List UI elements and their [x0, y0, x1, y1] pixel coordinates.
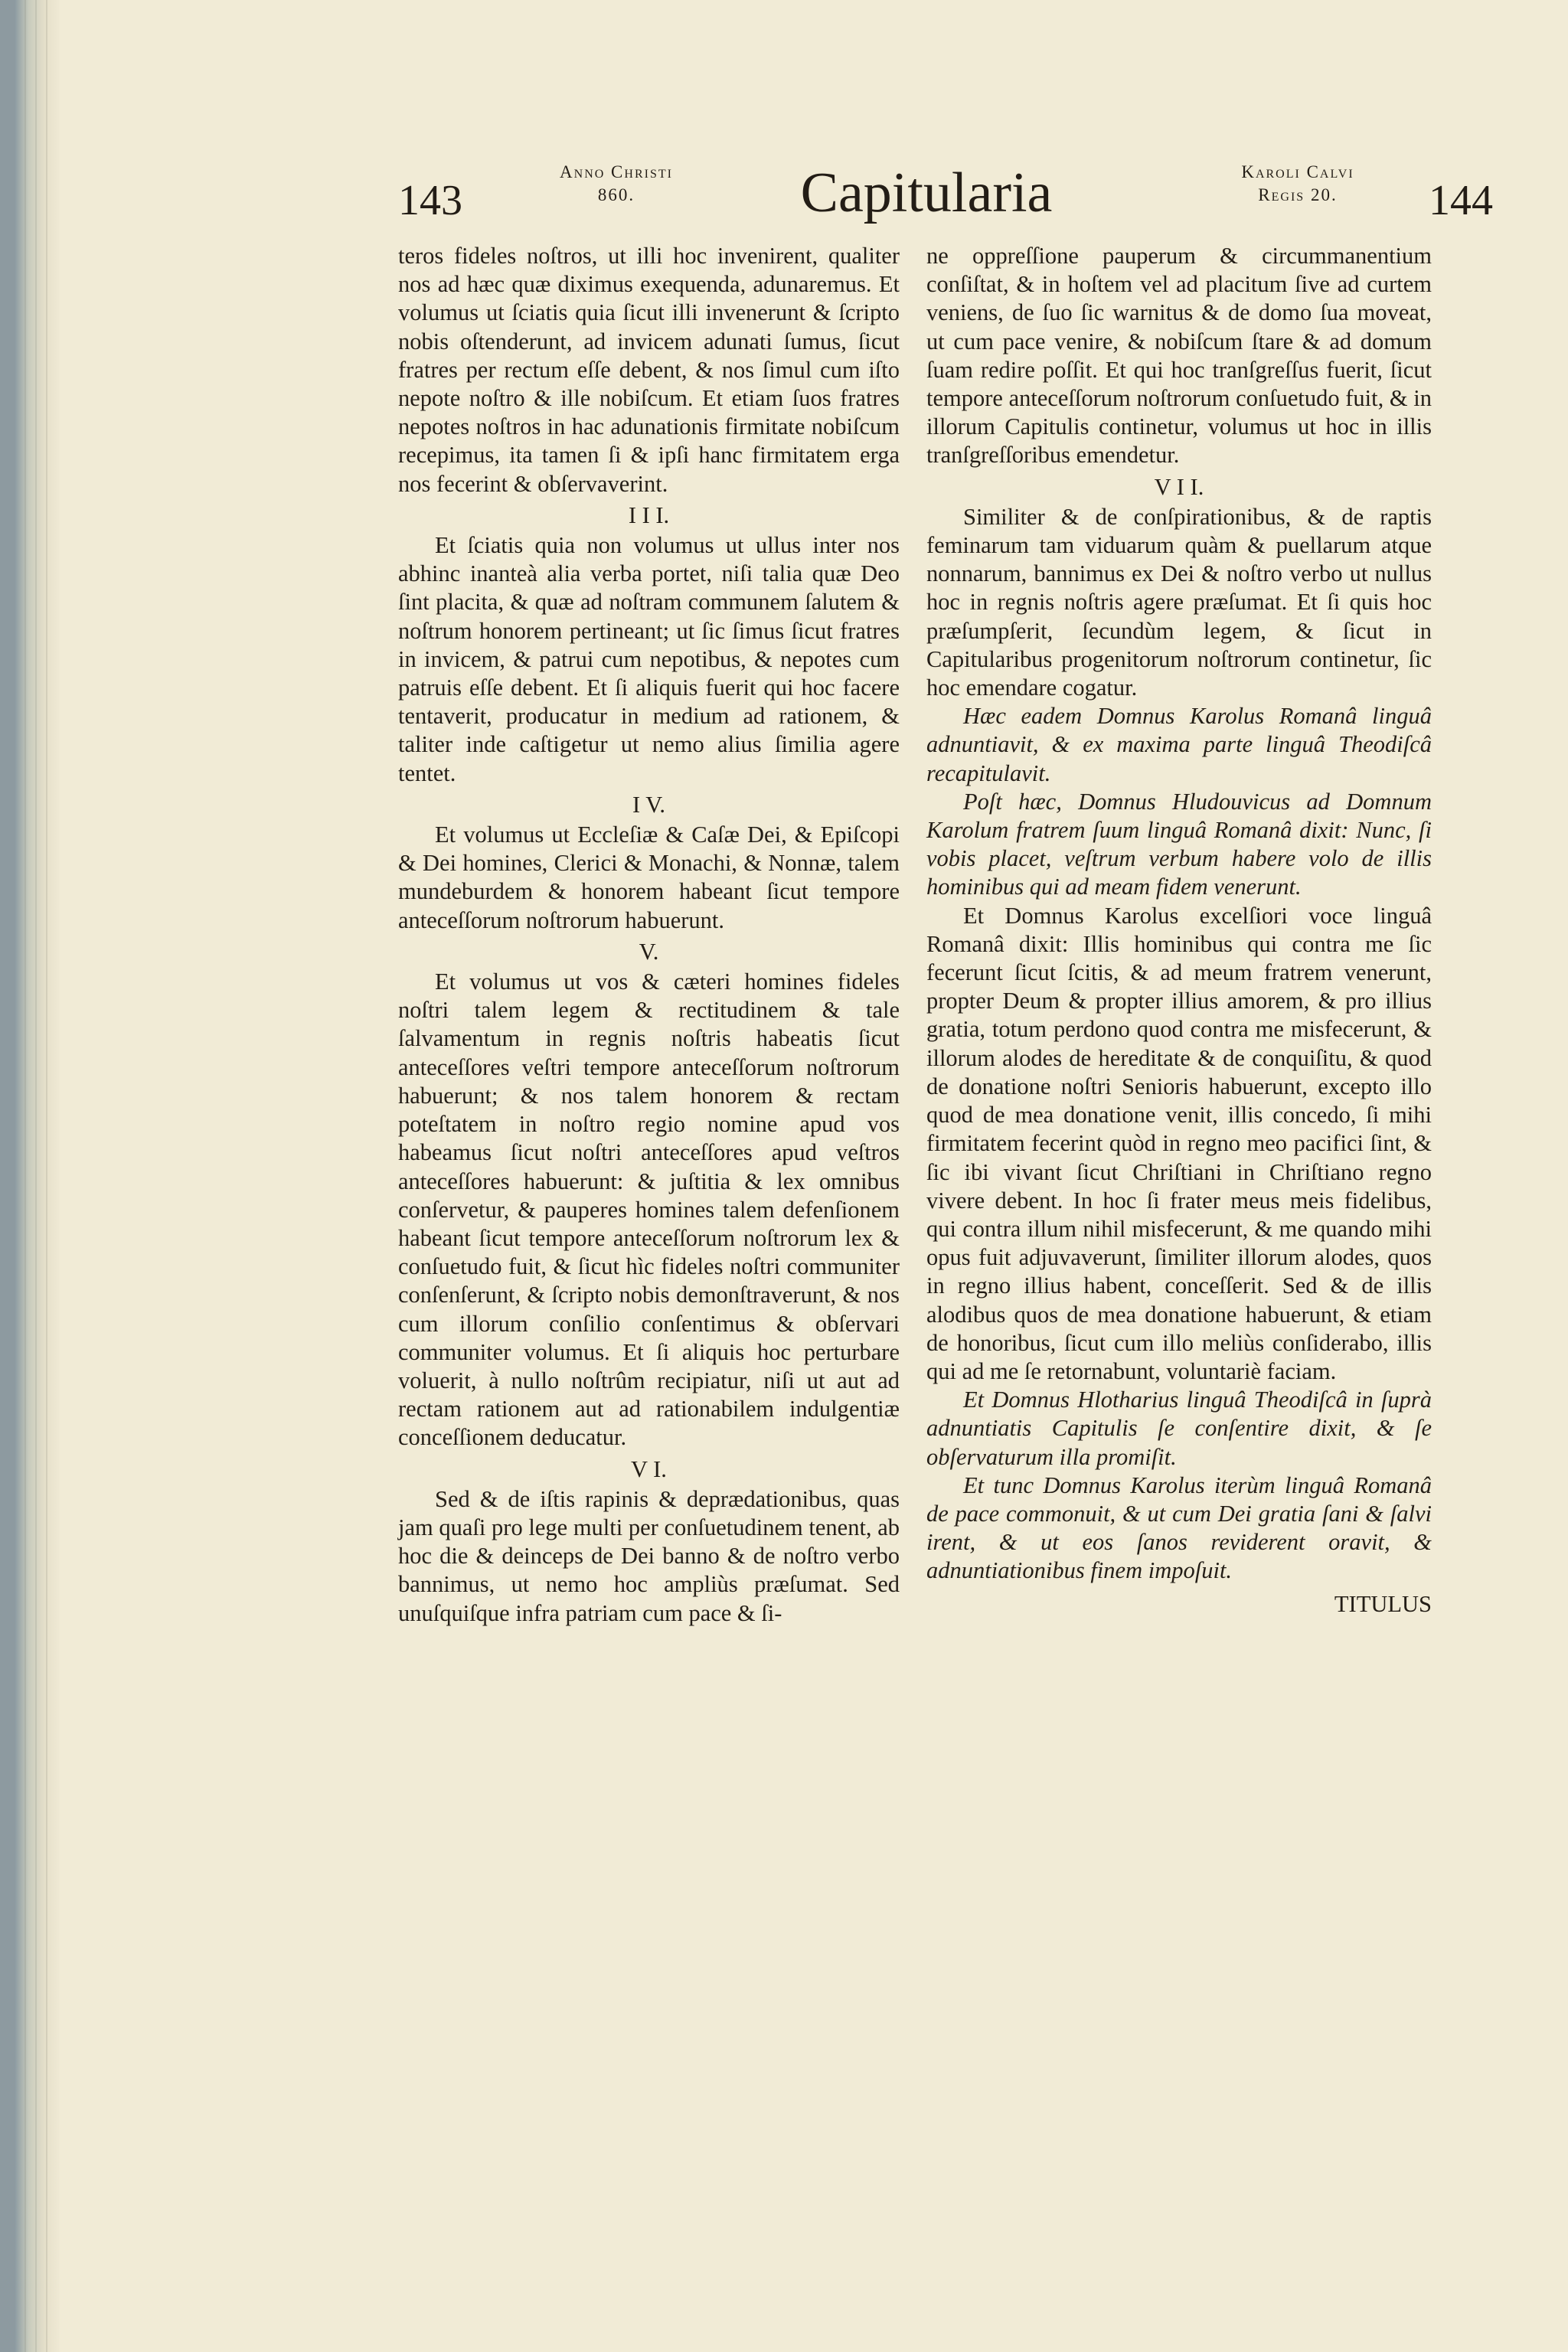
header-reign	[1210, 161, 1386, 207]
italic-paragraph: Hæc eadem Domnus Karolus Romanâ linguâ adnuntiavit, & ex maxima parte linguâ Theodiſcâ recapitulavit.	[926, 703, 1432, 786]
section-heading: I V.	[632, 791, 665, 818]
italic-paragraph: Et tunc Domnus Karolus iterùm linguâ Romanâ de pace commonuit, & ut cum Dei gratia ſani & ſalvi irent, & ut eos ſanos reviderent oravit, & adnuntiationibus finem impoſuit.	[926, 1472, 1432, 1584]
header-year-line1: Anno Christi	[560, 162, 673, 181]
gutter-line	[46, 0, 47, 2352]
section-heading: V.	[639, 938, 659, 965]
gutter-line	[24, 0, 26, 2352]
left-column	[398, 242, 900, 1628]
paragraph: Et volumus ut Eccleſiæ & Caſæ Dei, & Epiſcopi & Dei homines, Clerici & Monachi, & Nonnæ, talem mundeburdem & honorem habeant ſicut tempore anteceſſorum noſtrorum habuerunt.	[398, 822, 900, 933]
page-number-right: 144	[1429, 177, 1493, 224]
catchword: TITULUS	[1334, 1590, 1432, 1617]
section-heading: I I I.	[628, 501, 670, 528]
header-reign-line1: Karoli Calvi	[1241, 162, 1354, 181]
paragraph: Sed & de iſtis rapinis & deprædationibus, quas jam quaſi pro lege multi per conſuetudinem tenent, ab hoc die & deinceps de Dei banno & de noſtro verbo bannimus, ut nemo hoc ampliùs præſumat. Sed unuſquiſque infra patriam cum pace & ſi-	[398, 1485, 900, 1626]
running-header	[398, 145, 1493, 237]
paragraph: Et volumus ut vos & cæteri homines fideles noſtri talem legem & rectitudinem & tale ſalvamentum in regnis noſtris habeatis ſicut anteceſſores veſtri tempore anteceſſorum noſtrorum habuerunt; & nos talem honorem & rectam poteſtatem in noſtro regio nomine apud vos habeamus ſicut noſtri anteceſſores apud veſtros anteceſſores habuerunt: & juſtitia & lex omnibus conſervetur, & pauperes homines talem defenſionem habeant ſicut tempore anteceſſorum noſtrorum lex & conſuetudo fuit, & ſicut hìc fideles noſtri communiter conſenſerunt, & ſcripto nobis demonſtraverunt, & nos cum illorum conſilio conſentimus & obſervari communiter volumus. Et ſi aliquis hoc perturbare voluerit, à nullo noſtrûm recipiatur, niſi ut aut ad rectam rationem aut ad rationabilem indulgentiæ conceſſionem deducatur.	[398, 969, 900, 1451]
paragraph: Et ſciatis quia non volumus ut ullus inter nos abhinc inanteà alia verba portet, niſi talia quæ Deo ſint placita, & quæ ad noſtram communem ſalutem & noſtrum honorem pertineant; ut ſic ſimus ſicut fratres in invicem, & patrui cum nepotibus, & nepotes cum patruis eſſe debent. Et ſi aliquis fuerit qui hoc facere tentaverit, producatur in medium ad rationem, & taliter inde caſtigetur ut nemo alius ſimilia agere tentet.	[398, 532, 900, 786]
page-gutter	[15, 0, 60, 2352]
right-column	[926, 242, 1432, 1619]
paragraph: teros fideles noſtros, ut illi hoc invenirent, qualiter nos ad hæc quæ diximus exequenda, adunaremus. Et volumus ut ſciatis quia ſicut illi invenerunt & ſcripto nobis oſtenderunt, ad invicem adunati ſumus, ſicut fratres per rectum eſſe debent, & nos ſimul cum iſto nepote noſtro & ille nobiſcum. Et etiam ſuos fratres nepotes noſtros in hac adunationis firmitate nobiſcum recepimus, ita tamen ſi & ipſi hanc firmitatem erga nos fecerint & obſervaverint.	[398, 243, 900, 497]
header-year-line2: 860.	[597, 185, 635, 204]
page-title: Capitularia	[800, 162, 1053, 224]
header-reign-line2: Regis 20.	[1258, 185, 1338, 204]
italic-paragraph: Et Domnus Hlotharius linguâ Theodiſcâ in ſuprà adnuntiatis Capitulis ſe conſentire dixit, & ſe obſervaturum illa promiſit.	[926, 1387, 1432, 1470]
section-heading: V I I.	[1154, 473, 1204, 500]
paragraph: ne oppreſſione pauperum & circummanentium conſiſtat, & in hoſtem vel ad placitum ſive ad curtem veniens, de ſuo ſic warnitus & de domo ſua moveat, ut cum pace venire, & nobiſcum ſtare & ad domum ſuam redire poſſit. Et qui hoc tranſgreſſus fuerit, ſicut tempore anteceſſorum noſtrorum conſuetudo fuit, & in illorum Capitulis continetur, volumus ut hoc in illis tranſgreſſoribus emendetur.	[926, 243, 1432, 469]
paragraph: Similiter & de conſpirationibus, & de raptis feminarum tam viduarum quàm & puellarum atque nonnarum, bannimus ex Dei & noſtro verbo ut nullus hoc in regnis noſtris agere præſumat. Et ſi quis hoc præſumpſerit, ſecundùm legem, & ſicut in Capitularibus progenitorum noſtrorum continetur, ſic hoc emendare cogatur.	[926, 503, 1432, 701]
paragraph: Et Domnus Karolus excelſiori voce linguâ Romanâ dixit: Illis hominibus qui contra me ſic fecerunt ſicut ſcitis, & ad meum fratrem venerunt, propter Deum & propter illius amorem, & pro illius gratia, totum perdono quod contra me misfecerunt, & illorum alodes de hereditate & de conquiſitu, & quod de donatione noſtri Senioris habuerunt, excepto illo quod de mea donatione venit, illis concedo, ſi mihi firmitatem fecerint quòd in regno meo pacifici ſint, & ſic ibi vivant ſicut Chriſtiani in Chriſtiano regno vivere debent. In hoc ſi frater meus meis fidelibus, qui contra illum nihil misfecerunt, & me quando mihi opus fuit adjuvaverunt, ſimiliter illorum alodes, quos in regno illius habent, conceſſerit. Sed & de illis alodibus quos de mea donatione habuerunt, & etiam de honoribus, ſicut cum illo meliùs conſiderabo, illis qui ad me ſe retornabunt, voluntariè faciam.	[926, 902, 1432, 1384]
section-heading: V I.	[631, 1455, 667, 1482]
italic-paragraph: Poſt hæc, Domnus Hludouvicus ad Domnum Karolum fratrem ſuum linguâ Romanâ dixit: Nunc, ſi vobis placet, veſtrum verbum habere volo de illis hominibus qui ad meam fidem venerunt.	[926, 788, 1432, 900]
header-year	[528, 161, 704, 207]
page-number-left: 143	[398, 177, 462, 224]
gutter-line	[35, 0, 37, 2352]
